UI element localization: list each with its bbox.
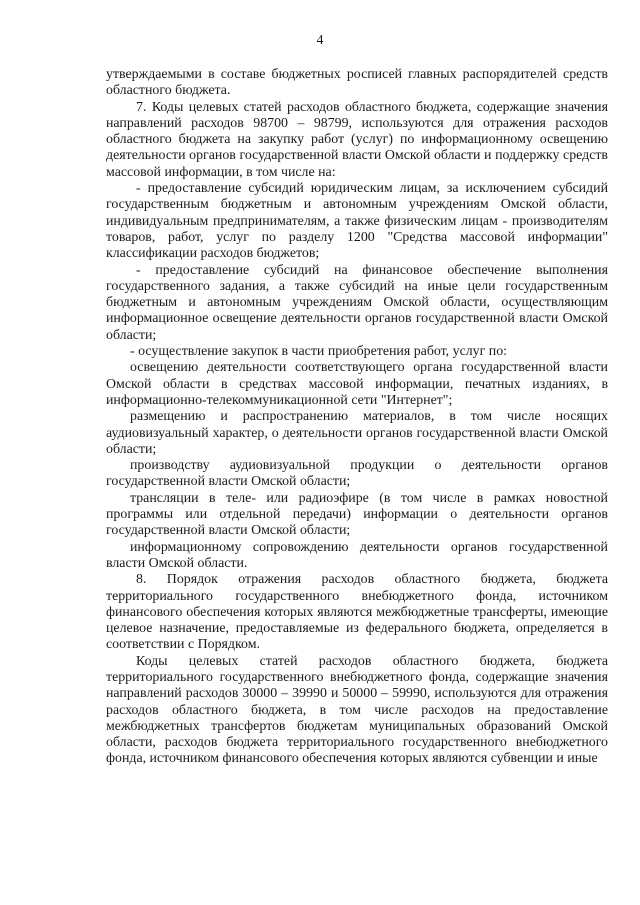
paragraph: Коды целевых статей расходов областного бюджета, бюджета территориального государственного внебюджетного фонда, содержащие значения направлений расходов 30000 – 39990 и 50000 – 59990, используются для отражения расходов областного бюджета, в том числе расходов на предоставление межбюджетных трансфертов бюджетам муниципальных образований Омской области, расходов бюджета территориального государственного внебюджетного фонда, источником финансового обеспечения которых являются субвенции и иные: [106, 653, 608, 767]
list-item: трансляции в теле- или радиоэфире (в том числе в рамках новостной программы или отдельной передачи) информации о деятельности органов государственной власти Омской области;: [106, 490, 608, 539]
list-item: - предоставление субсидий на финансовое обеспечение выполнения государственного задания, а также субсидий на иные цели государственным бюджетным и автономным учреждениям Омской области, осуществляющим информационное освещение деятельности органов государственной власти Омской области;: [106, 262, 608, 343]
list-item: производству аудиовизуальной продукции о деятельности органов государственной власти Омской области;: [106, 458, 608, 490]
document-body: [106, 67, 608, 768]
page-number: 4: [316, 33, 324, 48]
list-item: размещению и распространению материалов, в том числе носящих аудиовизуальный характер, о деятельности органов государственной власти Омской области;: [106, 409, 608, 457]
list-item: информационному сопровождению деятельности органов государственной власти Омской области.: [106, 539, 608, 571]
list-item: освещению деятельности соответствующего органа государственной власти Омской области в средствах массовой информации, печатных изданиях, в информационно-телекоммуникационной сети "Интернет";: [106, 360, 608, 408]
paragraph: 7. Коды целевых статей расходов областного бюджета, содержащие значения направлений расходов 98700 – 98799, используются для отражения расходов областного бюджета на закупку работ (услуг) по информационному освещению деятельности органов государственной власти Омской области и поддержку средств массовой информации, в том числе на:: [106, 99, 608, 180]
list-item: - осуществление закупок в части приобретения работ, услуг по:: [130, 344, 508, 360]
list-item: - предоставление субсидий юридическим лицам, за исключением субсидий государственным бюджетным и автономным учреждениям Омской области, индивидуальным предпринимателям, а также физическим лицам - производителям товаров, работ, услуг по разделу 1200 "Средства массовой информации" классификации расходов бюджетов;: [106, 181, 608, 262]
paragraph: утверждаемыми в составе бюджетных росписей главных распорядителей средств областного бюджета.: [106, 67, 608, 99]
paragraph: 8. Порядок отражения расходов областного бюджета, бюджета территориального государственного внебюджетного фонда, источником финансового обеспечения которых являются межбюджетные трансферты, имеющие целевое назначение, предоставляемые из федерального бюджета, определяется в соответствии с Порядком.: [106, 572, 608, 653]
